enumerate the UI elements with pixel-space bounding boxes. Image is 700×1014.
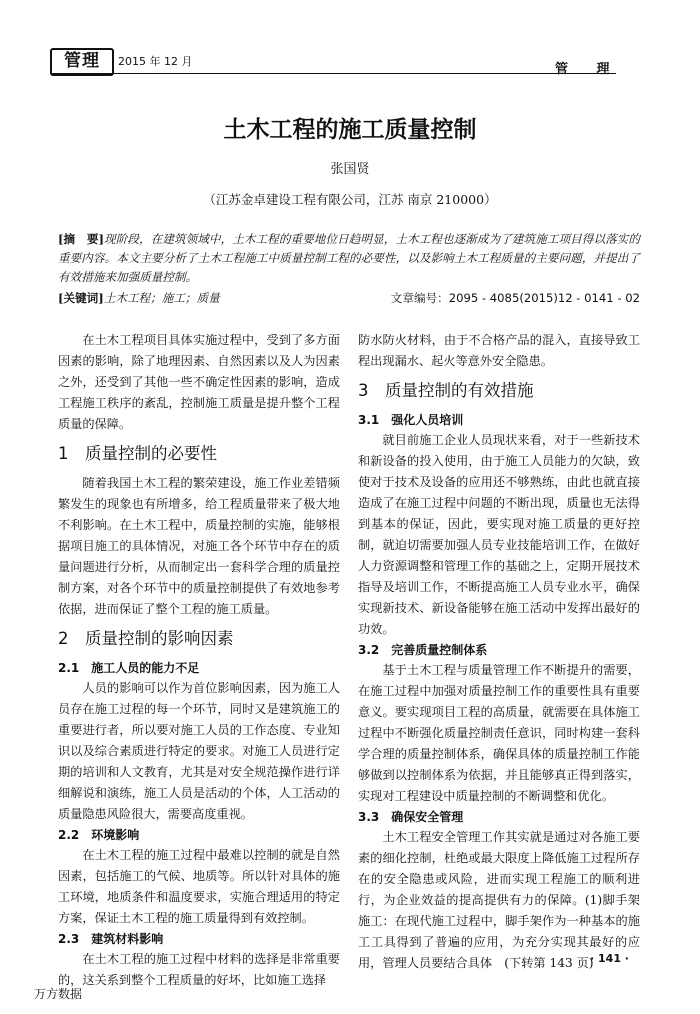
article-number: 文章编号：2095 - 4085(2015)12 - 0141 - 02 [390,291,640,305]
left-column [58,330,340,991]
keywords-label: [关键词] [58,291,104,305]
section-3-3-heading: 3.3 确保安全管理 [358,810,464,824]
section-2-3-paragraph: 在土木工程的施工过程中材料的选择是非常重要的，这关系到整个工程质量的好坏，比如施工选择 [58,952,340,987]
continued-paragraph: 防水防火材料，由于不合格产品的混入，直接导致工程出现漏水、起火等意外安全隐患。 [358,333,640,368]
section-3-heading: 3 质量控制的有效措施 [358,381,534,400]
abstract [58,230,640,287]
section-2-2-heading: 2.2 环境影响 [58,828,140,842]
section-tag: 管 理 [555,62,622,77]
section-1-heading: 1 质量控制的必要性 [58,444,217,463]
journal-logo: 管理 [50,48,114,76]
section-2-heading: 2 质量控制的影响因素 [58,629,234,648]
keywords [58,290,220,306]
section-2-3-heading: 2.3 建筑材料影响 [58,932,164,946]
section-3-2-heading: 3.2 完善质量控制体系 [358,643,488,657]
section-2-1-heading: 2.1 施工人员的能力不足 [58,661,200,675]
abstract-label: [摘 要] [58,232,104,246]
article-title: 土木工程的施工质量控制 [223,117,477,143]
affiliation: （江苏金卓建设工程有限公司，江苏 南京 210000） [203,192,497,207]
section-1-paragraph: 随着我国土木工程的繁荣建设，施工作业差错频繁发生的现象也有所增多，给工程质量带来了极大地不利影响。在土木工程中，质量控制的实施，能够根据项目施工的具体情况，对施工各个环节中存在的质量问题进行分析，从而制定出一套科学合理的质量控制方案，对各个环节中的质量控制提供了有效地参考依据，进而保证了整个工程的施工质量。 [58,476,340,616]
abstract-text: 现阶段，在建筑领域中，土木工程的重要地位日趋明显，土木工程也逐渐成为了建筑施工项目得以落实的重要内容。本文主要分析了土木工程施工中质量控制工程的必要性，以及影响土木工程质量的主要问题，并提出了有效措施来加强质量控制。 [58,232,640,284]
issue-date: 2015 年 12 月 [118,55,193,68]
keywords-text: 土木工程；施工；质量 [103,291,220,305]
section-3-1-heading: 3.1 强化人员培训 [358,413,464,427]
author: 张国贤 [330,162,370,177]
section-2-1-paragraph: 人员的影响可以作为首位影响因素，因为施工人员存在施工过程的每一个环节，同时又是建筑施工的重要进行者，所以要对施工人员的工作态度、专业知识以及综合素质进行特定的要求。对施工人员进行定期的培训和人文教育，尤其是对安全规范操作进行详细解说和演练，施工人员是活动的个体，人工活动的质量隐患风险很大，需要高度重视。 [58,681,340,821]
header-rule [50,73,616,74]
section-3-2-paragraph: 基于土木工程与质量管理工作不断提升的需要，在施工过程中加强对质量控制工作的重要性具有重要意义。要实现项目工程的高质量，就需要在具体施工过程中不断强化质量控制责任意识，同时构建一套科学合理的质量控制体系，确保具体的质量控制工作能够做到以控制体系为依据，并且能够真正得到落实，实现对工程建设中质量控制的不断调整和优化。 [358,663,640,803]
page-number: · 141 · [590,952,629,965]
right-column [358,330,640,974]
section-2-2-paragraph: 在土木工程的施工过程中最难以控制的就是自然因素，包括施工的气候、地质等。所以针对具体的施工环境，地质条件和温度要求，实施合理适用的特定方案，保证土木工程的施工质量得到有效控制。 [58,848,340,925]
section-3-3-paragraph: 土木工程安全管理工作其实就是通过对各施工要素的细化控制，杜绝或最大限度上降低施工过程所存在的安全隐患或风险，进而实现工程施工的顺利进行，为企业效益的提高提供有力的保障。(1)脚手架施工：在现代施工过程中，脚手架作为一种基本的施工工具得到了普遍的应用，为充分实现其最好的应用，管理人员要结合具体 (下转第 143 页) [358,830,640,970]
intro-paragraph: 在土木工程项目具体实施过程中，受到了多方面因素的影响，除了地理因素、自然因素以及人为因素之外，还受到了其他一些不确定性因素的影响，造成工程施工秩序的紊乱，控制施工质量是提升整个工程质量的保障。 [58,333,340,431]
footer-watermark: 万方数据 [34,987,83,1001]
section-3-1-paragraph: 就目前施工企业人员现状来看，对于一些新技术和新设备的投入使用，由于施工人员能力的欠缺，致使对于技术及设备的应用还不够熟练，由此也就直接造成了在施工过程中问题的不断出现，质量也无法得到基本的保证，因此，要实现对施工质量的更好控制，就迫切需要加强人员专业技能培训工作，在做好人力资源调整和管理工作的基础之上，定期开展技术指导及培训工作，不断提高施工人员专业水平，确保实现新技术、新设备能够在施工活动中发挥出最好的功效。 [358,433,640,636]
